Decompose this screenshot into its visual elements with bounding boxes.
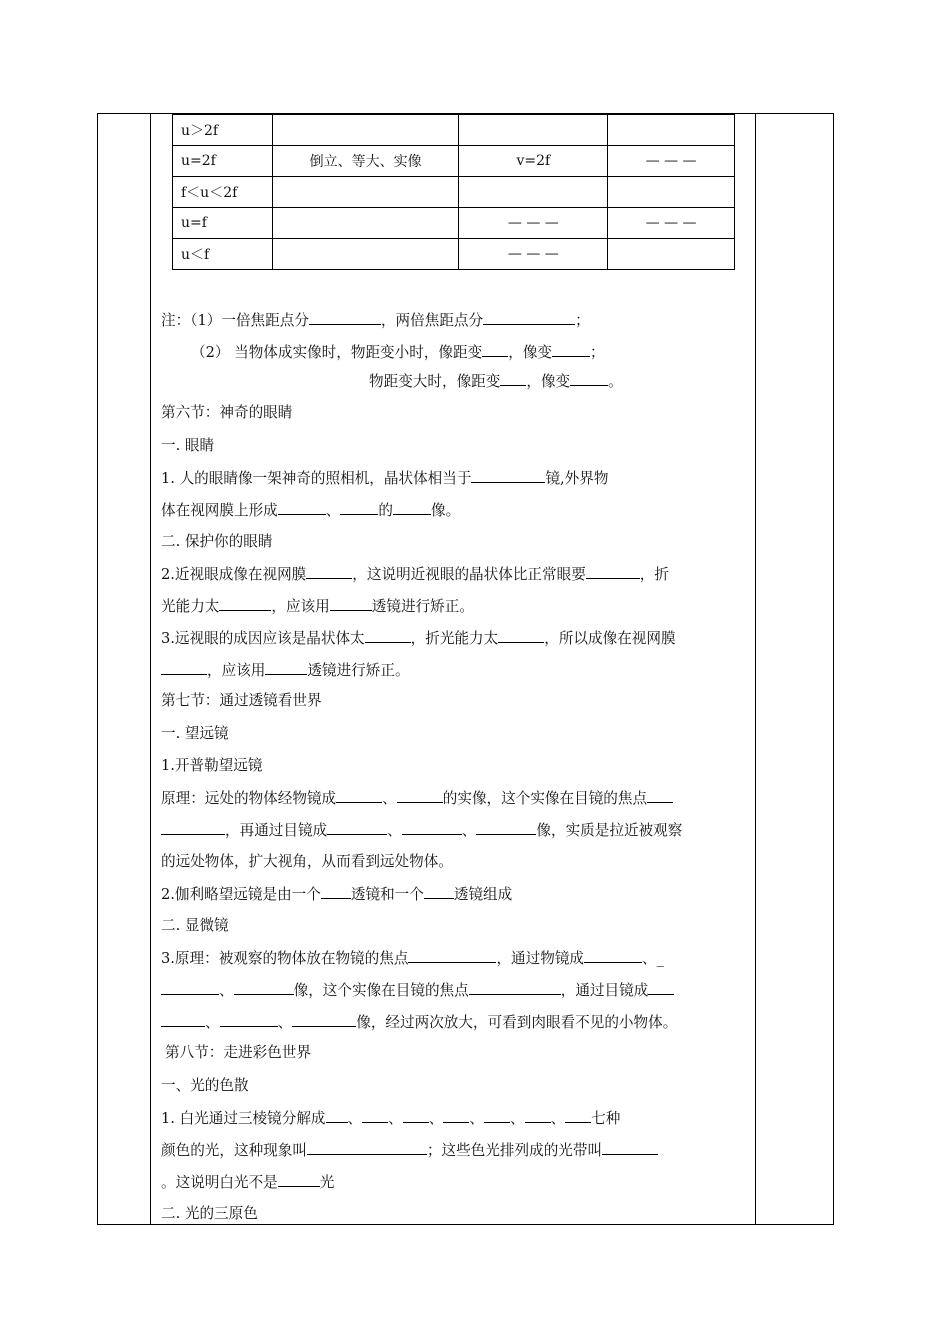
question-text: ，通过目镜成 — [560, 982, 649, 999]
question-text: 透镜进行矫正。 — [307, 662, 410, 679]
answer-blank[interactable] — [292, 1011, 356, 1027]
table-cell-use — [608, 115, 735, 146]
table-cell-v — [459, 177, 608, 208]
question-line — [161, 883, 512, 906]
answer-blank[interactable] — [161, 819, 225, 835]
answer-blank[interactable] — [552, 341, 590, 357]
section-title: 第六节：神奇的眼睛 — [161, 404, 293, 421]
answer-blank[interactable] — [443, 1107, 469, 1123]
table-cell-nature — [272, 239, 459, 270]
table-cell-nature — [272, 208, 459, 239]
question-text: ，再通过目镜成 — [225, 822, 328, 839]
question-text: 像。 — [430, 502, 461, 519]
table-cell-use: — — — — [608, 146, 735, 177]
answer-blank[interactable] — [234, 979, 294, 995]
table-cell-v — [459, 115, 608, 146]
subsection-heading: 一. 望远镜 — [161, 725, 229, 742]
answer-blank[interactable] — [397, 787, 443, 803]
table-cell-use — [608, 239, 735, 270]
answer-blank[interactable] — [408, 947, 496, 963]
column-line-right — [755, 113, 756, 1225]
question-line — [161, 979, 674, 1002]
question-text: 像，实质是拉近被观察 — [536, 822, 683, 839]
question-text: 透镜和一个 — [350, 886, 424, 903]
question-line — [161, 1139, 658, 1162]
question-text: 、 — [509, 1110, 525, 1127]
question-text: 透镜进行矫正。 — [371, 598, 474, 615]
answer-blank[interactable] — [469, 979, 561, 995]
subsection-heading: 一. 眼睛 — [161, 437, 215, 454]
answer-blank[interactable] — [321, 883, 351, 899]
note-text: ，像变 — [526, 373, 571, 390]
question-text: ；这些色光排列成的光带叫 — [426, 1142, 603, 1159]
table-row — [173, 239, 735, 270]
subsection-heading: 二. 显微镜 — [161, 917, 229, 934]
answer-blank[interactable] — [265, 659, 307, 675]
answer-blank[interactable] — [278, 499, 326, 515]
table-row — [173, 146, 735, 177]
question-text: 3.原理：被观察的物体放在物镜的焦点 — [161, 950, 409, 967]
question-line — [161, 467, 608, 490]
answer-blank[interactable] — [647, 787, 673, 803]
question-line — [161, 819, 682, 842]
table-cell-use: — — — — [608, 208, 735, 239]
question-text: 、 — [382, 790, 397, 807]
question-text: ，这说明近视眼的晶状体比正常眼要 — [352, 566, 586, 583]
table-cell-u: u＜f — [173, 239, 273, 270]
table-cell-v: v=2f — [459, 146, 608, 177]
question-text: 镜,外界物 — [545, 470, 609, 487]
note-text: ； — [575, 312, 590, 329]
note-text: （2） 当物体成实像时，物距变小时，像距变 — [191, 344, 483, 361]
table-row — [173, 177, 735, 208]
answer-blank[interactable] — [309, 309, 381, 325]
section-title: 第七节：通过透镜看世界 — [161, 692, 322, 709]
question-line — [161, 1107, 620, 1130]
question-text: 2.伽利略望远镜是由一个 — [161, 886, 321, 903]
table-cell-nature — [272, 115, 459, 146]
imaging-table — [172, 114, 735, 270]
question-text: 光能力太 — [161, 598, 220, 615]
answer-blank[interactable] — [476, 819, 536, 835]
answer-blank[interactable] — [393, 499, 431, 515]
table-cell-v: — — — — [459, 208, 608, 239]
subsection-heading: 二. 保护你的眼睛 — [161, 533, 273, 550]
question-text: 的实像，这个实像在目镜的焦点 — [442, 790, 648, 807]
answer-blank[interactable] — [482, 341, 508, 357]
answer-blank[interactable] — [161, 659, 207, 675]
question-text: 透镜组成 — [453, 886, 513, 903]
answer-blank[interactable] — [483, 309, 575, 325]
question-line — [161, 947, 664, 970]
answer-blank[interactable] — [365, 627, 411, 643]
question-text: 、 — [461, 822, 477, 839]
table-cell-nature — [272, 177, 459, 208]
table-cell-nature: 倒立、等大、实像 — [272, 146, 459, 177]
note-line-3 — [369, 370, 623, 393]
answer-blank[interactable] — [306, 563, 352, 579]
question-line — [161, 627, 676, 650]
answer-blank[interactable] — [648, 979, 674, 995]
question-text: 、 — [550, 1110, 566, 1127]
note-text: 物距变大时，像距变 — [369, 373, 501, 390]
answer-blank[interactable] — [340, 499, 378, 515]
question-text: 、 — [388, 1110, 403, 1127]
question-text: 、 — [347, 1110, 363, 1127]
question-line — [161, 659, 410, 682]
question-text: ，应该用 — [207, 662, 266, 679]
question-text: 1. 人的眼睛像一架神奇的照相机，晶状体相当于 — [161, 470, 472, 487]
question-text: ，通过物镜成 — [496, 950, 585, 967]
table-cell-u: f＜u＜2f — [173, 177, 273, 208]
answer-blank[interactable] — [403, 1107, 429, 1123]
answer-blank[interactable] — [484, 1107, 510, 1123]
table-cell-v: — — — — [459, 239, 608, 270]
note-text: ，两倍焦距点分 — [380, 312, 484, 329]
answer-blank[interactable] — [326, 1107, 348, 1123]
answer-blank[interactable] — [565, 1107, 591, 1123]
question-text: 、 — [277, 1014, 293, 1031]
answer-blank[interactable] — [586, 563, 640, 579]
answer-blank[interactable] — [219, 595, 271, 611]
question-line — [161, 1171, 334, 1194]
note-text: ； — [590, 344, 605, 361]
question-line — [161, 563, 669, 586]
answer-blank[interactable] — [362, 1107, 388, 1123]
question-text: 、 — [428, 1110, 444, 1127]
note-text: ，像变 — [508, 344, 553, 361]
table-cell-u: u=2f — [173, 146, 273, 177]
table-row — [173, 115, 735, 146]
table-cell-use — [608, 177, 735, 208]
question-text: ，折 — [639, 566, 669, 583]
question-text: 、_ — [642, 950, 664, 967]
question-text: 的 — [378, 502, 393, 519]
question-line — [161, 1011, 677, 1034]
question-text: ，折光能力太 — [410, 630, 499, 647]
question-line — [161, 499, 460, 522]
question-text: 、 — [387, 822, 402, 839]
question-text: ，所以成像在视网膜 — [544, 630, 676, 647]
subsection-heading: 一、光的色散 — [161, 1077, 249, 1094]
question-text: 光 — [319, 1174, 335, 1191]
question-text: 、 — [325, 502, 341, 519]
answer-blank[interactable] — [584, 947, 642, 963]
question-text: 、 — [469, 1110, 484, 1127]
note-line-2 — [191, 341, 605, 364]
table-cell-u: u=f — [173, 208, 273, 239]
question-text: 像，经过两次放大，可看到肉眼看不见的小物体。 — [356, 1014, 678, 1031]
question-text: 1. 白光通过三棱镜分解成 — [161, 1110, 326, 1127]
answer-blank[interactable] — [161, 979, 219, 995]
answer-blank[interactable] — [402, 819, 462, 835]
note-line-1 — [161, 309, 590, 332]
answer-blank[interactable] — [220, 1011, 278, 1027]
note-text: 注：（1）一倍焦距点分 — [161, 312, 309, 329]
question-text: 像，这个实像在目镜的焦点 — [293, 982, 469, 999]
question-line: 的远处物体，扩大视角，从而看到远处物体。 — [161, 853, 453, 870]
question-line: 1.开普勒望远镜 — [161, 757, 263, 774]
question-line — [161, 787, 673, 810]
question-text: 、 — [219, 982, 234, 999]
question-text: 颜色的光，这种现象叫 — [161, 1142, 307, 1159]
question-text: 3.远视眼的成因应该是晶状体太 — [161, 630, 365, 647]
question-text: 。这说明白光不是 — [161, 1174, 278, 1191]
answer-blank[interactable] — [307, 1139, 427, 1155]
answer-blank[interactable] — [570, 370, 608, 386]
answer-blank[interactable] — [278, 1171, 320, 1187]
question-line — [161, 595, 474, 618]
question-text: 体在视网膜上形成 — [161, 502, 278, 519]
answer-blank[interactable] — [424, 883, 454, 899]
answer-blank[interactable] — [327, 819, 387, 835]
answer-blank[interactable] — [500, 370, 526, 386]
table-cell-u: u＞2f — [173, 115, 273, 146]
answer-blank[interactable] — [498, 627, 544, 643]
column-line-left — [150, 113, 151, 1225]
answer-blank[interactable] — [525, 1107, 551, 1123]
section-title: 第八节：走进彩色世界 — [165, 1044, 311, 1061]
table-row — [173, 208, 735, 239]
answer-blank[interactable] — [336, 787, 382, 803]
question-text: 、 — [205, 1014, 220, 1031]
question-text: 原理：远处的物体经物镜成 — [161, 790, 337, 807]
answer-blank[interactable] — [330, 595, 372, 611]
question-text: ，应该用 — [271, 598, 330, 615]
subsection-heading: 二. 光的三原色 — [161, 1205, 258, 1222]
question-text: 2.近视眼成像在视网膜 — [161, 566, 307, 583]
answer-blank[interactable] — [161, 1011, 205, 1027]
note-text: 。 — [608, 373, 623, 390]
answer-blank[interactable] — [471, 467, 545, 483]
question-text: 七种 — [591, 1110, 621, 1127]
answer-blank[interactable] — [602, 1139, 658, 1155]
